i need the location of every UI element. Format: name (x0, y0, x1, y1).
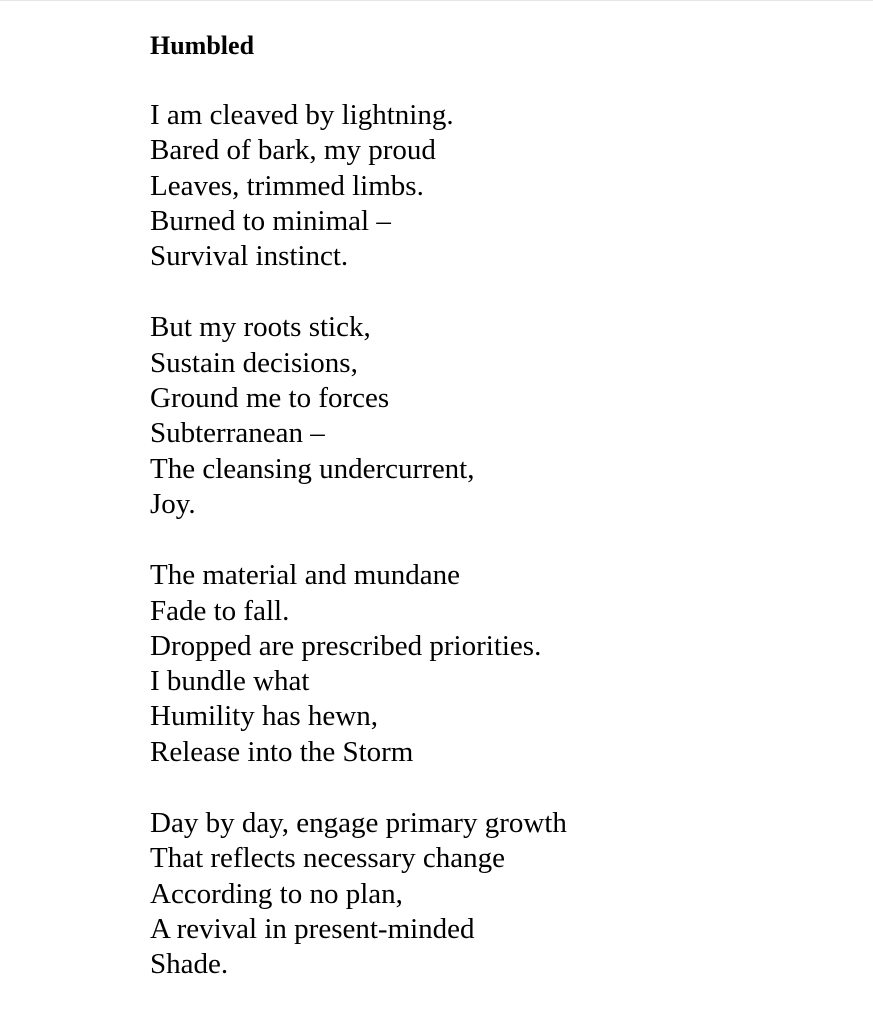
poem-title: Humbled (150, 31, 255, 60)
poem-line: The cleansing undercurrent, (150, 452, 475, 485)
poem-line: Burned to minimal – (150, 204, 391, 237)
poem-line: The material and mundane (150, 559, 461, 592)
stanza-1 (150, 98, 850, 274)
poem-document (150, 27, 850, 1019)
poem-line: Dropped are prescribed priorities. (150, 629, 542, 662)
poem-line: Day by day, engage primary growth (150, 807, 567, 840)
poem-line: Release into the Storm (150, 735, 414, 768)
poem-line: I am cleaved by lightning. (150, 99, 454, 131)
poem-line: Ground me to forces (150, 382, 390, 415)
poem-line: Leaves, trimmed limbs. (150, 169, 424, 202)
stanza-4 (150, 806, 850, 982)
stanza-2 (150, 310, 850, 522)
poem-line: Fade to fall. (150, 594, 290, 627)
poem-line: Joy. (150, 487, 196, 520)
poem-line: Subterranean – (150, 417, 325, 450)
poem-line: I bundle what (150, 665, 310, 698)
poem-line: Shade. (150, 948, 229, 981)
poem-line: Sustain decisions, (150, 346, 358, 379)
poem-line: Survival instinct. (150, 240, 349, 273)
poem-line: But my roots stick, (150, 311, 371, 344)
poem-line: Humility has hewn, (150, 700, 378, 733)
poem-line: According to no plan, (150, 877, 403, 910)
page-top-edge (0, 0, 873, 1)
poem-line: A revival in present-minded (150, 912, 475, 945)
poem-line: Bared of bark, my proud (150, 134, 436, 167)
poem-line: That reflects necessary change (150, 842, 506, 875)
stanza-3 (150, 558, 850, 770)
